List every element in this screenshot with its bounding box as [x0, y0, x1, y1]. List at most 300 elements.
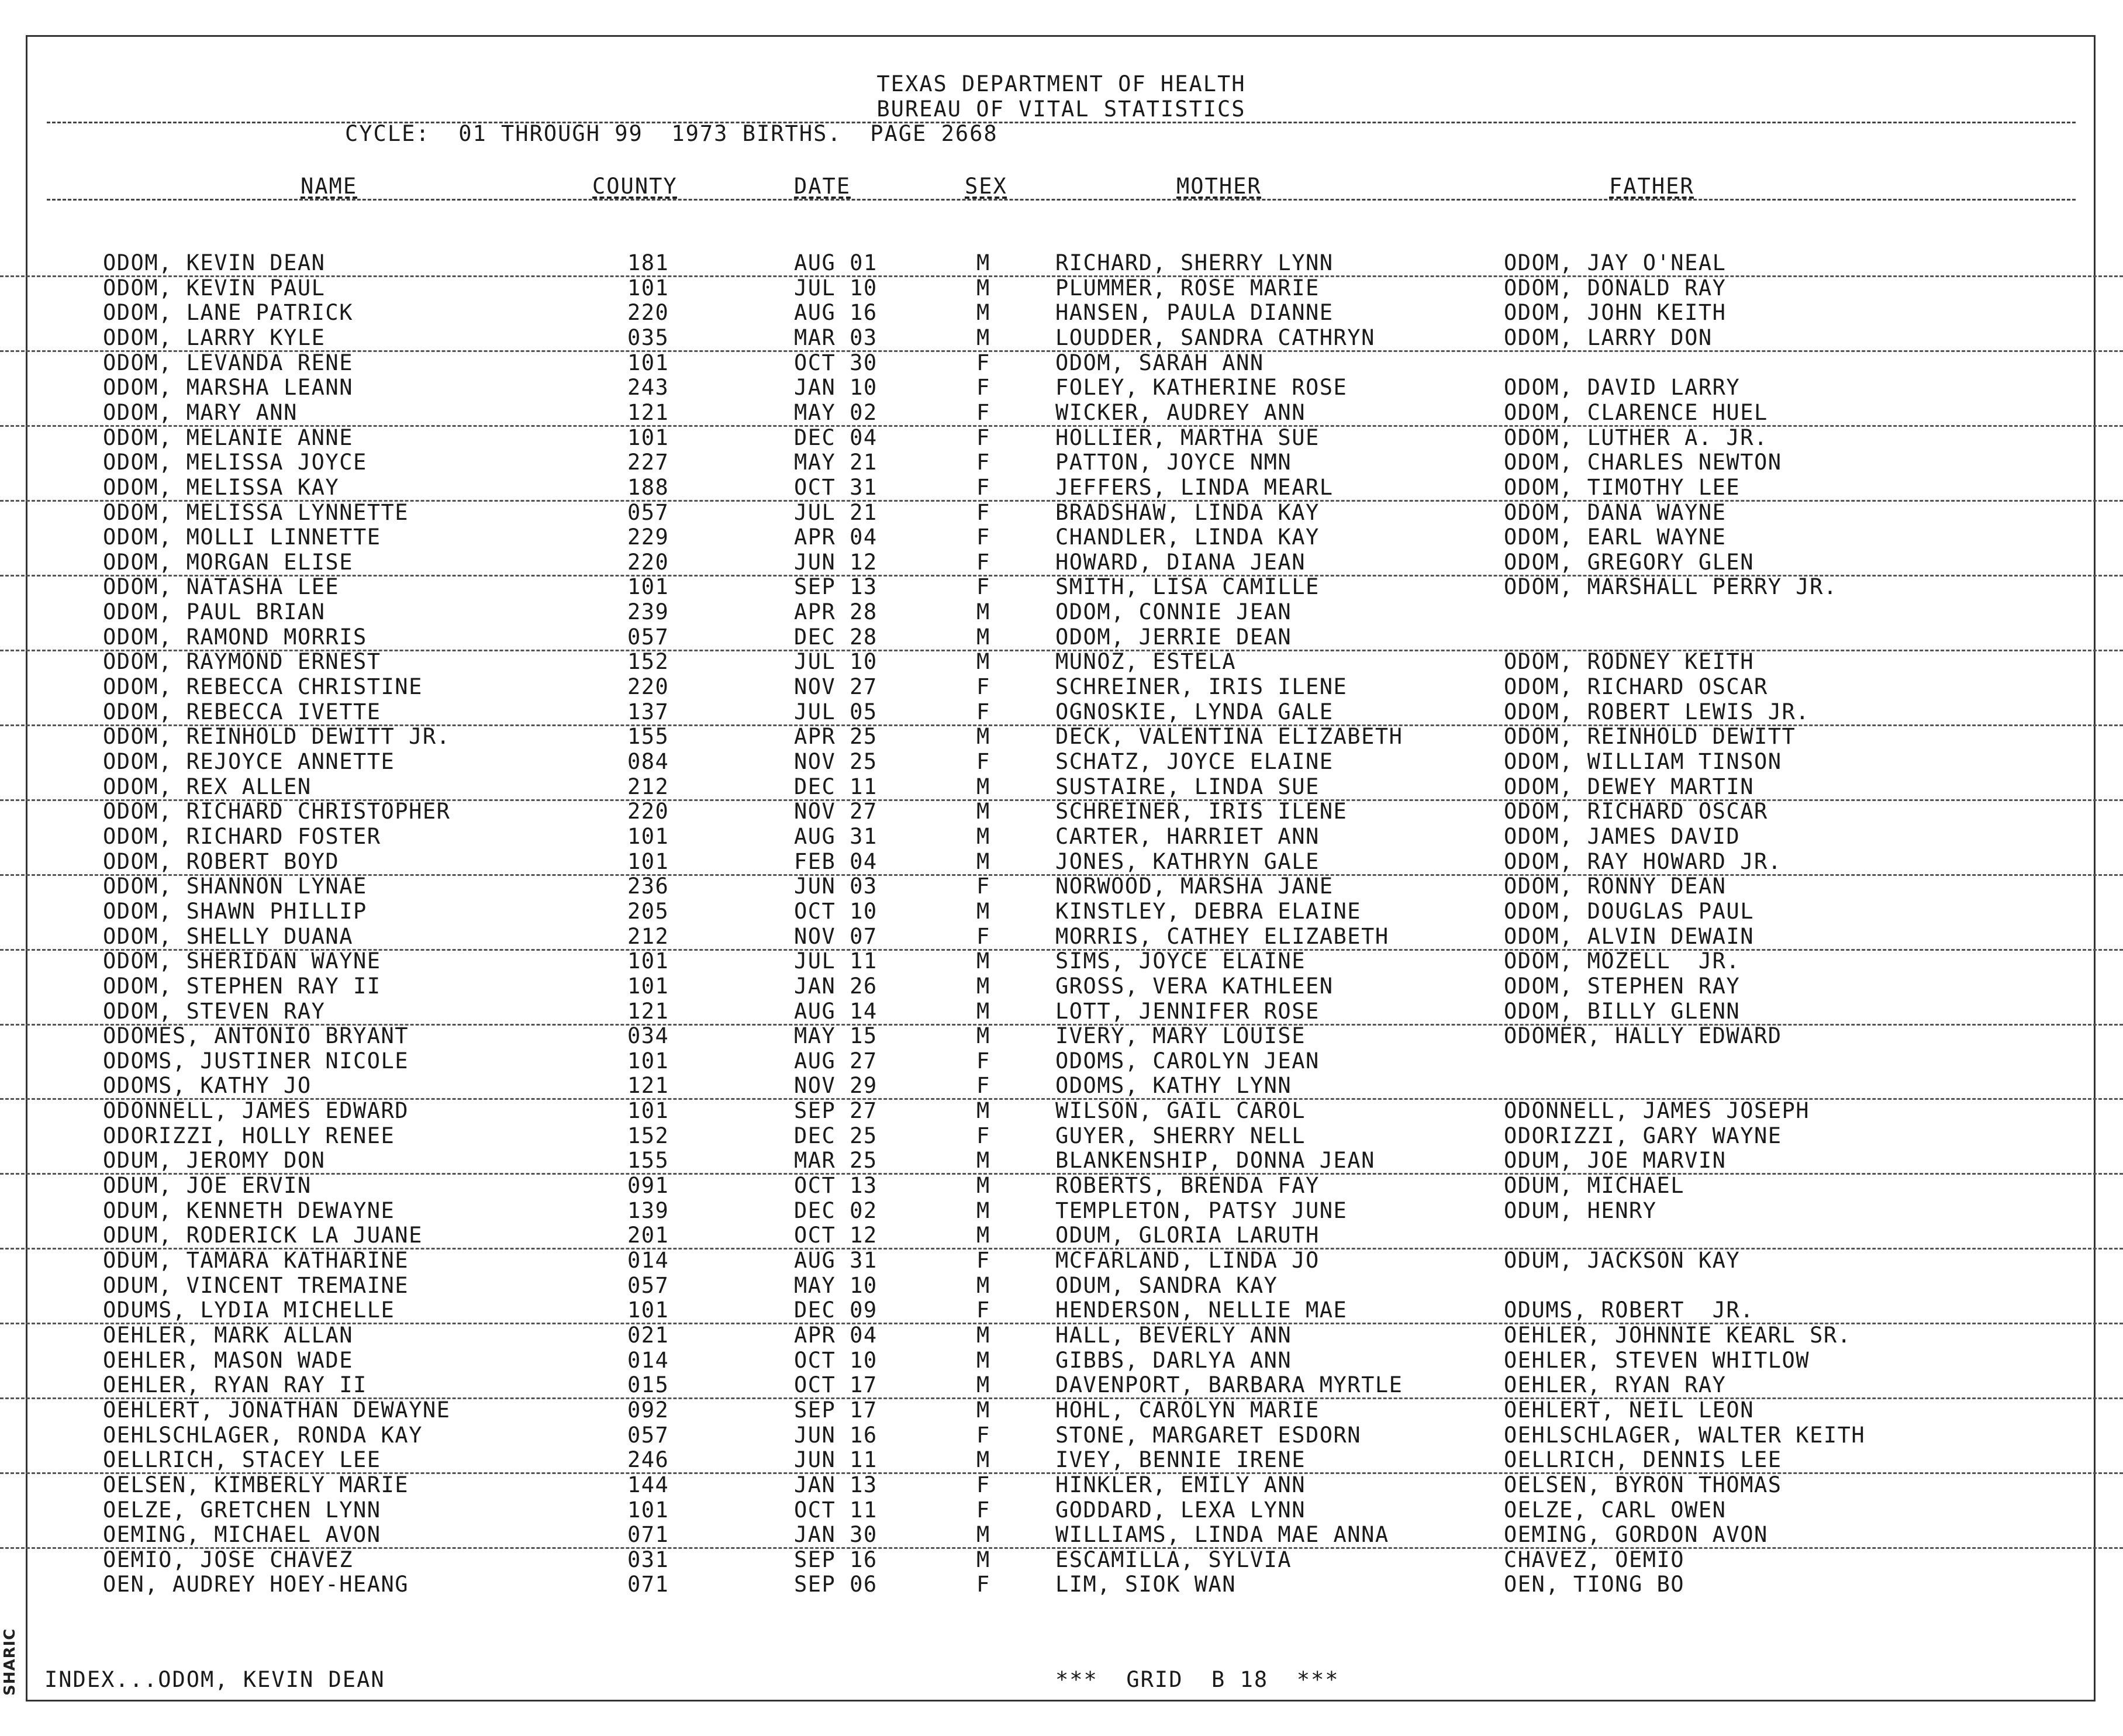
cell-name: OEHLER, MASON WADE: [103, 1347, 353, 1373]
table-row: [0, 624, 2123, 651]
cell-county: 057: [627, 1422, 669, 1448]
cell-county: 246: [627, 1447, 669, 1473]
table-row: [0, 1472, 2123, 1497]
table-row: [0, 524, 2123, 550]
cell-mother: MORRIS, CATHEY ELIZABETH: [1055, 923, 1389, 949]
cell-date: NOV 25: [794, 749, 878, 774]
cell-county: 101: [627, 424, 669, 450]
cell-father: ODOM, CHARLES NEWTON: [1504, 450, 1782, 475]
cell-mother: ODOM, JERRIE DEAN: [1055, 624, 1292, 650]
cell-date: JAN 13: [794, 1472, 878, 1497]
cell-sex: M: [976, 1547, 990, 1572]
cell-father: ODOM, DAVID LARRY: [1504, 375, 1741, 401]
table-row: [0, 1223, 2123, 1250]
cell-date: JAN 30: [794, 1522, 878, 1548]
cell-father: ODOM, JAMES DAVID: [1504, 823, 1741, 849]
cell-sex: F: [976, 1422, 990, 1448]
cell-date: JAN 10: [794, 375, 878, 401]
cell-county: 031: [627, 1547, 669, 1572]
cell-county: 021: [627, 1322, 669, 1348]
cell-date: JAN 26: [794, 973, 878, 999]
cell-mother: GROSS, VERA KATHLEEN: [1055, 973, 1334, 999]
cell-mother: ODUM, GLORIA LARUTH: [1055, 1223, 1320, 1248]
table-row: [0, 948, 2123, 974]
cell-mother: HINKLER, EMILY ANN: [1055, 1472, 1306, 1497]
cell-county: 236: [627, 874, 669, 899]
cell-sex: F: [976, 1297, 990, 1323]
cell-sex: M: [976, 823, 990, 849]
table-row: [0, 500, 2123, 525]
cell-county: 101: [627, 1497, 669, 1523]
cell-mother: JEFFERS, LINDA MEARL: [1055, 474, 1334, 500]
cell-father: ODOM, DOUGLAS PAUL: [1504, 898, 1754, 924]
cell-father: ODUM, HENRY: [1504, 1197, 1657, 1223]
table-row: [0, 1098, 2123, 1123]
cell-county: 239: [627, 599, 669, 625]
cell-sex: F: [976, 749, 990, 774]
cell-name: ODOM, MELISSA LYNNETTE: [103, 499, 409, 525]
cell-date: JUL 10: [794, 649, 878, 675]
cell-date: DEC 11: [794, 774, 878, 799]
table-row: [0, 899, 2123, 924]
table-row: [0, 1323, 2123, 1348]
cell-sex: F: [976, 549, 990, 575]
cell-name: ODUM, JEROMY DON: [103, 1148, 326, 1174]
cell-mother: ODUM, SANDRA KAY: [1055, 1272, 1278, 1298]
col-header-sex: SEX: [965, 174, 1007, 199]
cell-sex: F: [976, 1248, 990, 1273]
cell-sex: F: [976, 499, 990, 525]
cell-name: ODOM, MELISSA KAY: [103, 474, 340, 500]
table-row: [0, 425, 2123, 450]
cell-father: OEHLER, RYAN RAY: [1504, 1372, 1727, 1398]
cell-mother: RICHARD, SHERRY LYNN: [1055, 250, 1334, 275]
cell-date: SEP 27: [794, 1098, 878, 1124]
cell-sex: M: [976, 325, 990, 350]
table-row: [0, 1073, 2123, 1100]
cell-father: ODOM, DONALD RAY: [1504, 275, 1727, 301]
cell-name: ODOMS, JUSTINER NICOLE: [103, 1048, 409, 1074]
cell-date: AUG 31: [794, 1248, 878, 1273]
cell-name: ODOM, REJOYCE ANNETTE: [103, 749, 395, 774]
cell-name: ODUM, KENNETH DEWAYNE: [103, 1197, 395, 1223]
cell-sex: M: [976, 624, 990, 650]
cell-sex: F: [976, 399, 990, 425]
cell-father: ODOM, LARRY DON: [1504, 325, 1713, 350]
cell-county: 101: [627, 574, 669, 600]
cell-mother: GUYER, SHERRY NELL: [1055, 1123, 1306, 1148]
cell-county: 057: [627, 1272, 669, 1298]
cell-father: ODUM, JACKSON KAY: [1504, 1248, 1741, 1273]
cell-date: APR 28: [794, 599, 878, 625]
table-row: [0, 924, 2123, 951]
cell-mother: ODOMS, CAROLYN JEAN: [1055, 1048, 1320, 1074]
cell-name: OEHLERT, JONATHAN DEWAYNE: [103, 1397, 451, 1423]
cell-county: 201: [627, 1223, 669, 1248]
cell-mother: WILLIAMS, LINDA MAE ANNA: [1055, 1522, 1389, 1548]
table-row: [0, 874, 2123, 899]
table-row: [0, 999, 2123, 1026]
cell-date: AUG 16: [794, 300, 878, 326]
cell-sex: F: [976, 699, 990, 724]
cell-date: OCT 10: [794, 1347, 878, 1373]
cell-mother: PLUMMER, ROSE MARIE: [1055, 275, 1320, 301]
table-row: [0, 1273, 2123, 1298]
cell-sex: M: [976, 898, 990, 924]
table-row: [0, 1522, 2123, 1549]
cell-mother: HOLLIER, MARTHA SUE: [1055, 424, 1320, 450]
cell-name: ODOM, MORGAN ELISE: [103, 549, 353, 575]
cell-county: 101: [627, 1297, 669, 1323]
table-row: [0, 674, 2123, 699]
cell-sex: M: [976, 1522, 990, 1548]
cell-father: ODOM, JOHN KEITH: [1504, 300, 1727, 326]
col-header-county: COUNTY: [592, 174, 678, 199]
cell-father: ODOM, WILLIAM TINSON: [1504, 749, 1782, 774]
cell-name: ODUM, RODERICK LA JUANE: [103, 1223, 423, 1248]
col-header-father: FATHER: [1609, 174, 1694, 199]
table-row: [0, 250, 2123, 277]
cell-sex: F: [976, 350, 990, 375]
cell-sex: M: [976, 1347, 990, 1373]
cell-sex: F: [976, 674, 990, 700]
cell-county: 121: [627, 399, 669, 425]
table-row: [0, 1248, 2123, 1273]
table-row: [0, 599, 2123, 624]
grid-label: *** GRID B 18 ***: [1055, 1667, 1340, 1692]
cell-name: ODOM, REINHOLD DEWITT JR.: [103, 724, 451, 750]
cell-name: ODOMES, ANTONIO BRYANT: [103, 1023, 409, 1049]
cell-name: ODOM, ROBERT BOYD: [103, 848, 340, 874]
table-row: [0, 724, 2123, 749]
cell-sex: F: [976, 923, 990, 949]
table-row: [0, 574, 2123, 599]
header-title: TEXAS DEPARTMENT OF HEALTH: [876, 71, 1246, 96]
cell-father: ODOM, GREGORY GLEN: [1504, 549, 1754, 575]
cell-county: 035: [627, 325, 669, 350]
cell-mother: PATTON, JOYCE NMN: [1055, 450, 1292, 475]
cell-name: ODOM, PAUL BRIAN: [103, 599, 326, 625]
cell-sex: F: [976, 1048, 990, 1074]
cell-mother: SMITH, LISA CAMILLE: [1055, 574, 1320, 600]
cell-father: ODOM, EARL WAYNE: [1504, 524, 1727, 550]
cell-date: APR 04: [794, 524, 878, 550]
table-row: [0, 1348, 2123, 1373]
cell-mother: IVERY, MARY LOUISE: [1055, 1023, 1306, 1049]
table-row: [0, 350, 2123, 375]
cell-county: 243: [627, 375, 669, 401]
cell-date: DEC 02: [794, 1197, 878, 1223]
cell-name: ODOM, NATASHA LEE: [103, 574, 340, 600]
cell-name: OEN, AUDREY HOEY-HEANG: [103, 1572, 409, 1597]
cell-father: ODUM, JOE MARVIN: [1504, 1148, 1727, 1174]
table-row: [0, 699, 2123, 726]
cell-county: 101: [627, 848, 669, 874]
cell-name: ODOM, MELANIE ANNE: [103, 424, 353, 450]
cell-father: CHAVEZ, OEMIO: [1504, 1547, 1685, 1572]
cell-name: ODOM, LARRY KYLE: [103, 325, 326, 350]
cell-name: ODUM, JOE ERVIN: [103, 1173, 312, 1199]
cell-county: 181: [627, 250, 669, 275]
cell-county: 152: [627, 649, 669, 675]
cell-county: 188: [627, 474, 669, 500]
cell-father: OELSEN, BYRON THOMAS: [1504, 1472, 1782, 1497]
cell-date: SEP 17: [794, 1397, 878, 1423]
cell-sex: F: [976, 1123, 990, 1148]
cell-date: DEC 28: [794, 624, 878, 650]
cell-mother: SCHREINER, IRIS ILENE: [1055, 799, 1348, 824]
cell-county: 227: [627, 450, 669, 475]
cell-county: 155: [627, 724, 669, 750]
cell-county: 220: [627, 300, 669, 326]
cell-mother: IVEY, BENNIE IRENE: [1055, 1447, 1306, 1473]
table-row: [0, 649, 2123, 674]
cell-name: ODOM, LANE PATRICK: [103, 300, 353, 326]
cell-mother: BLANKENSHIP, DONNA JEAN: [1055, 1148, 1375, 1174]
table-row: [0, 325, 2123, 352]
cell-sex: M: [976, 774, 990, 799]
table-row: [0, 1148, 2123, 1175]
cell-sex: F: [976, 424, 990, 450]
cell-date: OCT 30: [794, 350, 878, 375]
cell-date: JUL 05: [794, 699, 878, 724]
cell-mother: JONES, KATHRYN GALE: [1055, 848, 1320, 874]
cell-date: MAY 21: [794, 450, 878, 475]
table-row: [0, 275, 2123, 301]
cell-mother: LOUDDER, SANDRA CATHRYN: [1055, 325, 1375, 350]
cell-date: APR 04: [794, 1322, 878, 1348]
cell-name: ODOM, RAYMOND ERNEST: [103, 649, 381, 675]
cell-mother: ESCAMILLA, SYLVIA: [1055, 1547, 1292, 1572]
cell-county: 101: [627, 1098, 669, 1124]
cell-sex: M: [976, 599, 990, 625]
cell-county: 121: [627, 1073, 669, 1099]
cell-father: ODOM, REINHOLD DEWITT: [1504, 724, 1796, 750]
cell-date: AUG 27: [794, 1048, 878, 1074]
table-row: [0, 1572, 2123, 1597]
cell-county: 034: [627, 1023, 669, 1049]
cell-date: JUN 12: [794, 549, 878, 575]
cell-mother: SCHREINER, IRIS ILENE: [1055, 674, 1348, 700]
cell-mother: ROBERTS, BRENDA FAY: [1055, 1173, 1320, 1199]
cell-father: ODOM, JAY O'NEAL: [1504, 250, 1727, 275]
cell-father: OELLRICH, DENNIS LEE: [1504, 1447, 1782, 1473]
cell-father: ODOM, ROBERT LEWIS JR.: [1504, 699, 1810, 724]
cell-name: ODUM, VINCENT TREMAINE: [103, 1272, 409, 1298]
cell-mother: OGNOSKIE, LYNDA GALE: [1055, 699, 1334, 724]
cell-county: 014: [627, 1248, 669, 1273]
cell-date: SEP 13: [794, 574, 878, 600]
side-label: SHARIC: [1, 1628, 19, 1696]
table-row: [0, 1297, 2123, 1324]
table-row: [0, 1023, 2123, 1048]
cell-mother: CARTER, HARRIET ANN: [1055, 823, 1320, 849]
table-row: [0, 1547, 2123, 1572]
cell-mother: HALL, BEVERLY ANN: [1055, 1322, 1292, 1348]
cell-date: AUG 31: [794, 823, 878, 849]
cell-sex: M: [976, 1372, 990, 1398]
cell-date: OCT 11: [794, 1497, 878, 1523]
cell-sex: F: [976, 1472, 990, 1497]
cell-date: MAR 25: [794, 1148, 878, 1174]
cell-sex: F: [976, 450, 990, 475]
cell-sex: M: [976, 1322, 990, 1348]
col-header-name: NAME: [301, 174, 358, 199]
cell-date: SEP 16: [794, 1547, 878, 1572]
cell-mother: SIMS, JOYCE ELAINE: [1055, 948, 1306, 974]
col-header-mother: MOTHER: [1176, 174, 1262, 199]
cell-name: ODOM, RICHARD FOSTER: [103, 823, 381, 849]
cell-father: ODOM, RICHARD OSCAR: [1504, 799, 1768, 824]
cell-county: 220: [627, 549, 669, 575]
cell-sex: F: [976, 474, 990, 500]
cell-county: 101: [627, 1048, 669, 1074]
index-label: INDEX...ODOM, KEVIN DEAN: [44, 1667, 385, 1692]
cell-name: ODOM, MOLLI LINNETTE: [103, 524, 381, 550]
table-row: [0, 824, 2123, 849]
cell-mother: SCHATZ, JOYCE ELAINE: [1055, 749, 1334, 774]
cell-county: 121: [627, 998, 669, 1024]
cell-name: ODONNELL, JAMES EDWARD: [103, 1098, 409, 1124]
cell-county: 071: [627, 1522, 669, 1548]
cell-county: 139: [627, 1197, 669, 1223]
cell-county: 057: [627, 624, 669, 650]
cell-sex: F: [976, 1073, 990, 1099]
cell-sex: M: [976, 250, 990, 275]
cell-sex: M: [976, 1148, 990, 1174]
cell-mother: NORWOOD, MARSHA JANE: [1055, 874, 1334, 899]
table-row: [0, 1173, 2123, 1198]
cell-mother: HENDERSON, NELLIE MAE: [1055, 1297, 1348, 1323]
cell-name: ODORIZZI, HOLLY RENEE: [103, 1123, 395, 1148]
cell-date: OCT 17: [794, 1372, 878, 1398]
table-row: [0, 799, 2123, 824]
cell-father: ODOM, RODNEY KEITH: [1504, 649, 1754, 675]
cell-county: 205: [627, 898, 669, 924]
cell-date: AUG 01: [794, 250, 878, 275]
table-row: [0, 774, 2123, 801]
cell-name: ODOM, LEVANDA RENE: [103, 350, 353, 375]
cell-father: OEMING, GORDON AVON: [1504, 1522, 1768, 1548]
cell-county: 212: [627, 774, 669, 799]
cell-mother: BRADSHAW, LINDA KAY: [1055, 499, 1320, 525]
table-row: [0, 1497, 2123, 1523]
cell-date: APR 25: [794, 724, 878, 750]
cell-sex: M: [976, 649, 990, 675]
table-row: [0, 1123, 2123, 1148]
cell-sex: M: [976, 948, 990, 974]
cell-father: OEHLER, STEVEN WHITLOW: [1504, 1347, 1810, 1373]
cell-name: OEMING, MICHAEL AVON: [103, 1522, 381, 1548]
cell-date: NOV 27: [794, 799, 878, 824]
cell-father: ODOM, TIMOTHY LEE: [1504, 474, 1741, 500]
cell-county: 057: [627, 499, 669, 525]
table-row: [0, 1397, 2123, 1423]
cell-father: ODORIZZI, GARY WAYNE: [1504, 1123, 1782, 1148]
cell-date: JUL 21: [794, 499, 878, 525]
cell-mother: WICKER, AUDREY ANN: [1055, 399, 1306, 425]
cell-county: 084: [627, 749, 669, 774]
table-row: [0, 1447, 2123, 1474]
cell-father: ODOM, DEWEY MARTIN: [1504, 774, 1754, 799]
cell-name: OEMIO, JOSE CHAVEZ: [103, 1547, 353, 1572]
cell-date: MAR 03: [794, 325, 878, 350]
table-row: [0, 400, 2123, 427]
cell-mother: MUNOZ, ESTELA: [1055, 649, 1237, 675]
cell-name: OEHLER, MARK ALLAN: [103, 1322, 353, 1348]
cell-mother: WILSON, GAIL CAROL: [1055, 1098, 1306, 1124]
cell-father: ODOM, MARSHALL PERRY JR.: [1504, 574, 1838, 600]
table-row: [0, 475, 2123, 502]
table-row: [0, 974, 2123, 999]
cell-county: 152: [627, 1123, 669, 1148]
cell-father: ODOM, CLARENCE HUEL: [1504, 399, 1768, 425]
cell-mother: DECK, VALENTINA ELIZABETH: [1055, 724, 1403, 750]
cell-name: ODOM, STEVEN RAY: [103, 998, 326, 1024]
table-row: [0, 550, 2123, 577]
cell-date: FEB 04: [794, 848, 878, 874]
cell-mother: HANSEN, PAULA DIANNE: [1055, 300, 1334, 326]
table-row: [0, 375, 2123, 400]
col-header-date: DATE: [794, 174, 851, 199]
cell-sex: F: [976, 574, 990, 600]
cell-county: 155: [627, 1148, 669, 1174]
cell-name: ODOM, KEVIN PAUL: [103, 275, 326, 301]
cell-county: 091: [627, 1173, 669, 1199]
cell-father: OEHLERT, NEIL LEON: [1504, 1397, 1754, 1423]
cell-county: 212: [627, 923, 669, 949]
cell-father: ODUM, MICHAEL: [1504, 1173, 1685, 1199]
cell-father: ODOM, RAY HOWARD JR.: [1504, 848, 1782, 874]
cell-name: ODOMS, KATHY JO: [103, 1073, 312, 1099]
cell-date: SEP 06: [794, 1572, 878, 1597]
cell-mother: MCFARLAND, LINDA JO: [1055, 1248, 1320, 1273]
table-row: [0, 1372, 2123, 1399]
cell-sex: F: [976, 874, 990, 899]
cell-name: ODOM, RICHARD CHRISTOPHER: [103, 799, 451, 824]
cell-date: OCT 12: [794, 1223, 878, 1248]
cell-county: 220: [627, 674, 669, 700]
cell-father: ODONNELL, JAMES JOSEPH: [1504, 1098, 1810, 1124]
cell-mother: KINSTLEY, DEBRA ELAINE: [1055, 898, 1362, 924]
cell-name: ODOM, REBECCA CHRISTINE: [103, 674, 423, 700]
cell-date: MAY 10: [794, 1272, 878, 1298]
cell-name: ODOM, SHERIDAN WAYNE: [103, 948, 381, 974]
cell-father: ODUMS, ROBERT JR.: [1504, 1297, 1754, 1323]
table-row: [0, 849, 2123, 876]
cell-date: NOV 27: [794, 674, 878, 700]
cell-name: ODOM, MELISSA JOYCE: [103, 450, 367, 475]
cell-sex: F: [976, 375, 990, 401]
cell-county: 071: [627, 1572, 669, 1597]
cell-father: ODOM, MOZELL JR.: [1504, 948, 1741, 974]
cell-sex: M: [976, 1023, 990, 1049]
cell-county: 144: [627, 1472, 669, 1497]
cell-father: ODOM, STEPHEN RAY: [1504, 973, 1741, 999]
cell-date: DEC 25: [794, 1123, 878, 1148]
cell-county: 101: [627, 823, 669, 849]
cell-mother: SUSTAIRE, LINDA SUE: [1055, 774, 1320, 799]
cell-county: 015: [627, 1372, 669, 1398]
cell-sex: M: [976, 848, 990, 874]
cell-name: ODOM, SHANNON LYNAE: [103, 874, 367, 899]
cell-mother: DAVENPORT, BARBARA MYRTLE: [1055, 1372, 1403, 1398]
cell-sex: F: [976, 1572, 990, 1597]
cell-father: OEHLER, JOHNNIE KEARL SR.: [1504, 1322, 1852, 1348]
cell-name: ODOM, SHAWN PHILLIP: [103, 898, 367, 924]
cell-date: JUL 10: [794, 275, 878, 301]
cell-mother: TEMPLETON, PATSY JUNE: [1055, 1197, 1348, 1223]
